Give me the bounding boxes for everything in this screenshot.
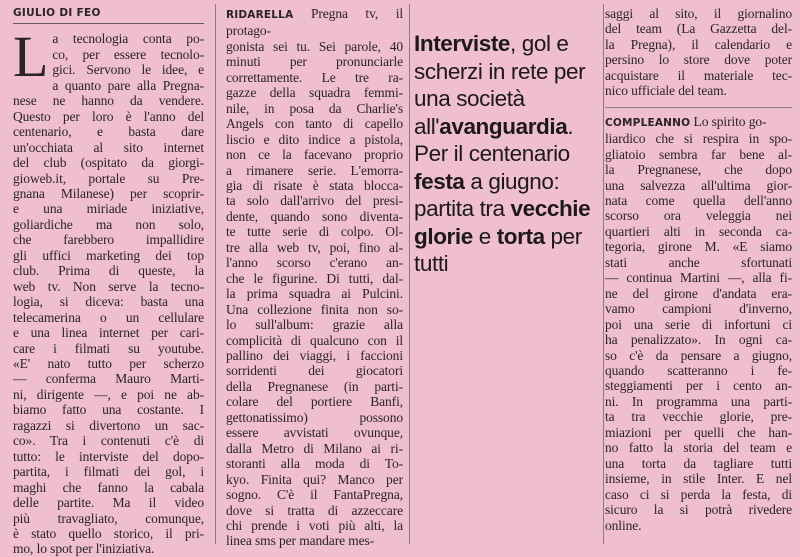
headline-text: . Per il centenario: [414, 113, 574, 166]
column-4-lines: [605, 131, 792, 533]
text-line: del club (ospitato da giorgi-: [13, 155, 204, 171]
text-line: ha penalizzato». In ogni ca-: [605, 332, 792, 348]
text-line: ni. In programma una parti-: [605, 393, 792, 409]
text-line: vamo campioni d'inverno,: [605, 301, 792, 317]
text-line: a quanto pare alla Pregna-: [52, 77, 204, 93]
headline-bold: Interviste: [414, 31, 511, 56]
headline-bold: vecchie glorie: [414, 196, 591, 249]
text-line: Questo per loro è l'anno del: [13, 108, 204, 124]
text-line: l'anno scorso c'erano an-: [226, 255, 403, 271]
text-line: nese ne hanno da vendere.: [13, 93, 204, 109]
text-line: maghi che fanno la cabala: [13, 479, 204, 495]
text-line: a tecnologia conta po-: [52, 31, 204, 47]
text-line: ta tra vecchie glorie, pre-: [605, 409, 792, 425]
text-line: correttamente. Le tre ra-: [226, 69, 403, 85]
text-line: mo, lo spot per l'iniziativa.: [13, 541, 155, 557]
column-divider-3: [603, 4, 604, 544]
text-line: ta solo dall'arrivo del presi-: [226, 193, 403, 209]
text-line: care i filmati su youtube.: [13, 340, 204, 356]
text-line: steggiamenti per i cento an-: [605, 378, 792, 394]
text-line: a rimanere serie. L'emorra-: [226, 162, 403, 178]
text-line: essere avvistati ovunque,: [226, 425, 403, 441]
paragraph-start: [605, 114, 792, 131]
text-line: centenario, e basta dare: [13, 124, 204, 140]
text-line: che farebbero impallidire: [13, 232, 204, 248]
text-line: della Pregnanese (in parti-: [226, 378, 403, 394]
text-line: sogno. C'è il FantaPregna,: [226, 487, 403, 503]
text-line: ragazzi si divertono un sac-: [13, 417, 204, 433]
column-2-lines: [226, 39, 403, 549]
headline: [414, 30, 602, 278]
text-line: partita, i filmati dei gol, i: [13, 464, 204, 480]
text-line: una salvezza all'ultima gior-: [605, 177, 792, 193]
text-line: ni, dirigente —, e poi ne ab-: [13, 386, 204, 402]
text-line: persino lo store dove poter: [605, 52, 792, 68]
article-column-2: [226, 6, 403, 549]
text-line: gici. Servono le idee, e: [52, 62, 204, 78]
text-line: complicità di qualcuno con il: [226, 332, 403, 348]
text-line: è stato quello storico, il pri-: [13, 525, 204, 541]
text-line: web tv. Non serve la tecno-: [13, 278, 204, 294]
text-line: stati anche sfortunati: [605, 254, 792, 270]
text-line: gia di risate è stata blocca-: [226, 177, 403, 193]
text-line: nile, in posa da Charlie's: [226, 100, 403, 116]
text-line: e una linea internet per cari-: [13, 325, 204, 341]
text-line: non ce la facevano proprio: [226, 147, 403, 163]
text-line: no fatto la storia del team e: [605, 440, 792, 456]
text-line: gazze della squadra femmi-: [226, 85, 403, 101]
text-line: Una collezione finita non so-: [226, 301, 403, 317]
text-line: un'occhiata al sito internet: [13, 139, 204, 155]
text-line: nico ufficiale del team.: [605, 83, 727, 99]
headline-text: a giugno: partita tra: [414, 168, 560, 221]
text-line: gnana Milanese) per scoprir-: [13, 185, 204, 201]
text-line: storanti alla moda di To-: [226, 456, 403, 472]
text-line: linea sms per mandare mes-: [226, 533, 375, 549]
section-kicker: RIDARELLA: [226, 9, 294, 21]
text-line: «E' nato tutto per scherzo: [13, 355, 204, 371]
text-line: quartieri alti in seconda ca-: [605, 223, 792, 239]
text-line: tegoria, girone M. «E siamo: [605, 239, 792, 255]
column-divider-2: [409, 4, 410, 544]
text-line: insieme, in stile Inter. E nel: [605, 471, 792, 487]
text-line: kyo. Finita qui? Manco per: [226, 471, 403, 487]
text-line: tutto: le interviste del dopo-: [13, 448, 204, 464]
headline-text: e: [472, 223, 497, 249]
text-line: scorso ora veleggia nei: [605, 208, 792, 224]
text-line: poi una serie di infortuni ci: [605, 316, 792, 332]
text-line: co, per essere tecnolo-: [52, 46, 204, 62]
text-line: te tutte serie di colpo. Ol-: [226, 224, 403, 240]
text-line: — continua Martini —, alla fi-: [605, 270, 792, 286]
text-line: liardico che si respira in spo-: [605, 131, 792, 147]
text-line: gettonatissimo) possono: [226, 409, 403, 425]
text-line: liscio e dito indice a pistola,: [226, 131, 403, 147]
text-line: pallino dei viaggi, i faccioni: [226, 347, 403, 363]
text-line: che le figurine. Di tutti, dal-: [226, 270, 403, 286]
kicker-continuation: Lo spirito go-: [690, 113, 767, 129]
body-text: [13, 24, 204, 557]
text-line: — conferma Mauro Marti-: [13, 371, 204, 387]
column-divider-1: [215, 4, 216, 544]
text-line: ne del girone d'andata era-: [605, 285, 792, 301]
text-line: colare del portiere Banfi,: [226, 394, 403, 410]
drop-cap: L: [13, 24, 49, 90]
text-line: logia, si diceva: basta una: [13, 294, 204, 310]
headline-bold: festa: [414, 168, 465, 194]
headline-bold: torta: [496, 223, 545, 249]
text-line: so c'è da pensare a giugno,: [605, 347, 792, 363]
text-line: sicuro la si potrà rivedere: [605, 502, 792, 518]
text-line: telecamerina o un cellulare: [13, 309, 204, 325]
column-1-lines: [13, 24, 204, 557]
text-line: del team (La Gazzetta del-: [605, 21, 792, 37]
text-line: la Pregnanese, che dopo: [605, 162, 792, 178]
headline-text: , gol e scherzi in rete per una società all': [414, 31, 586, 139]
text-line: saggi al sito, il giornalino: [605, 6, 792, 21]
column-4-top-lines: [605, 6, 792, 99]
text-line: Angels con tanto di capello: [226, 116, 403, 132]
text-line: tre alla web tv, poi, fino al-: [226, 239, 403, 255]
text-line: più travagliato, comunque,: [13, 510, 204, 526]
text-line: gioweb.it, portale su Pre-: [13, 170, 204, 186]
text-line: dove si tratta di azzeccare: [226, 502, 403, 518]
byline: GIULIO DI FEO: [13, 6, 204, 24]
article-column-1: [13, 6, 204, 557]
text-line: nata come quella dell'anno: [605, 192, 792, 208]
text-line: quando scatteranno i fe-: [605, 362, 792, 378]
text-line: minuti per pronunciarle: [226, 54, 403, 70]
text-line: lo sull'album: grazie alla: [226, 317, 403, 333]
text-line: co». Tra i contenuti c'è di: [13, 433, 204, 449]
text-line: caso ci si perda la festa, di: [605, 486, 792, 502]
paragraph-start: [226, 6, 403, 39]
text-line: gonista sei tu. Sei parole, 40: [226, 38, 403, 54]
text-line: acquistare il materiale tec-: [605, 67, 792, 83]
section-kicker: COMPLEANNO: [605, 116, 691, 129]
text-line: e una miriade iniziative,: [13, 201, 204, 217]
text-line: biamo fatto una costante. I: [13, 402, 204, 418]
text-line: sorridenti dei giocatori: [226, 363, 403, 379]
text-line: dalla Metro di Milano ai ri-: [226, 440, 403, 456]
text-line: la Pregna), il calendario e: [605, 36, 792, 52]
kicker-continuation: Pregna tv, il protago-: [226, 6, 403, 39]
text-line: gliatoio sembra far bene al-: [605, 146, 792, 162]
text-line: delle partite. Ma il video: [13, 495, 204, 511]
text-line: miazioni per quelli che han-: [605, 424, 792, 440]
text-line: online.: [605, 517, 642, 533]
headline-text: per tutti: [414, 223, 582, 276]
text-line: chi prende i voti più alti, la: [226, 517, 403, 533]
text-line: dente, quando sono diventa-: [226, 208, 403, 224]
headline-bold: avanguardia: [439, 113, 568, 139]
section-separator: [605, 107, 792, 108]
text-line: la prima squadra ai Pulcini.: [226, 286, 403, 302]
text-line: club. Prima di queste, la: [13, 263, 204, 279]
text-line: gli uffici marketing dei top: [13, 247, 204, 263]
text-line: una torta da tagliare tutti: [605, 455, 792, 471]
article-column-4: [605, 6, 792, 533]
text-line: goliardiche ma non solo,: [13, 216, 204, 232]
